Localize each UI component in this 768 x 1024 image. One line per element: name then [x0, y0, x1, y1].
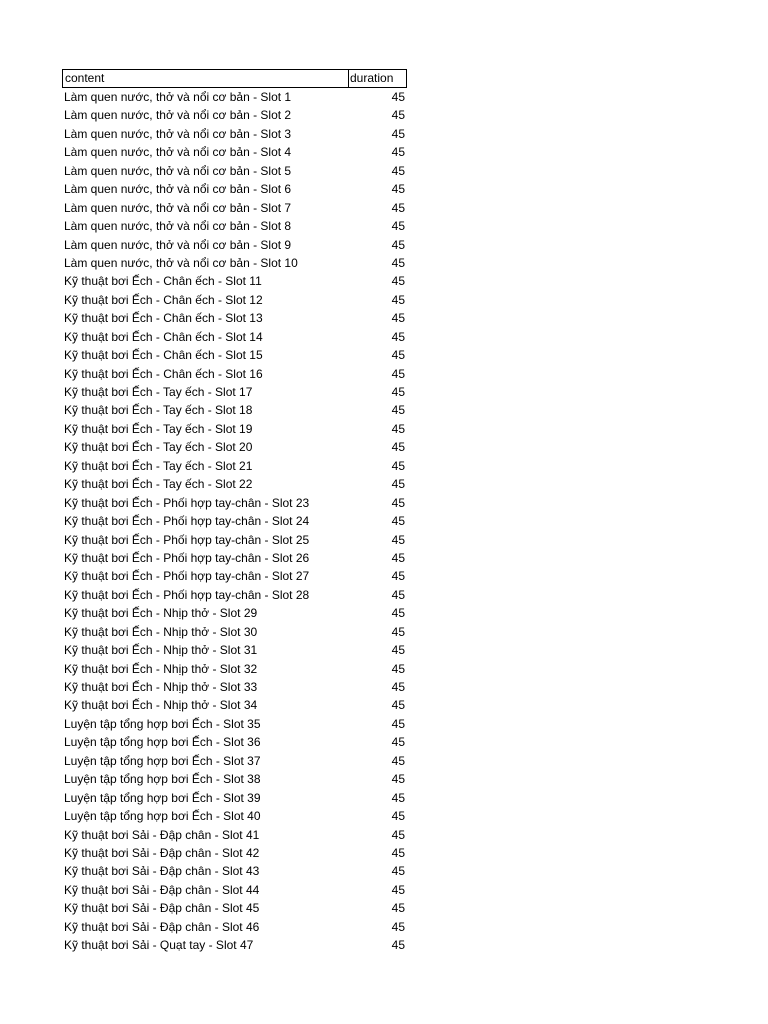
duration-cell: 45 [391, 882, 405, 897]
table-row [62, 236, 407, 254]
content-cell: Kỹ thuật bơi Ếch - Nhịp thở - Slot 30 [64, 624, 258, 639]
duration-cell: 45 [391, 421, 405, 436]
duration-cell: 45 [391, 735, 405, 750]
duration-cell: 45 [391, 90, 405, 104]
table-row [62, 365, 407, 383]
content-cell: Làm quen nước, thở và nổi cơ bản - Slot 5 [64, 163, 292, 178]
table-row [62, 918, 407, 936]
content-cell: Kỹ thuật bơi Ếch - Tay ếch - Slot 19 [64, 421, 253, 436]
table-row [62, 125, 407, 143]
duration-cell: 45 [391, 145, 405, 160]
content-cell: Làm quen nước, thở và nổi cơ bản - Slot 4 [64, 145, 292, 160]
duration-cell: 45 [391, 126, 405, 141]
content-cell: Kỹ thuật bơi Ếch - Tay ếch - Slot 21 [64, 458, 253, 473]
content-cell: Kỹ thuật bơi Ếch - Chân ếch - Slot 16 [64, 366, 263, 381]
header-duration-cell: duration [349, 69, 407, 88]
duration-cell: 45 [391, 643, 405, 658]
duration-cell: 45 [391, 624, 405, 639]
duration-cell: 45 [391, 163, 405, 178]
content-cell: Kỹ thuật bơi Ếch - Chân ếch - Slot 11 [64, 274, 262, 289]
duration-cell: 45 [391, 477, 405, 492]
duration-cell: 45 [391, 329, 405, 344]
content-cell: Kỹ thuật bơi Sải - Đập chân - Slot 44 [64, 882, 260, 897]
content-cell: Kỹ thuật bơi Ếch - Chân ếch - Slot 15 [64, 348, 263, 363]
duration-cell: 45 [391, 255, 405, 270]
duration-cell: 45 [391, 790, 405, 805]
content-cell: Làm quen nước, thở và nổi cơ bản - Slot 1 [64, 90, 292, 104]
table-row [62, 862, 407, 880]
content-cell: Kỹ thuật bơi Sải - Đập chân - Slot 43 [64, 864, 260, 879]
content-cell: Luyện tập tổng hợp bơi Ếch - Slot 36 [64, 735, 261, 750]
content-cell: Kỹ thuật bơi Ếch - Chân ếch - Slot 13 [64, 311, 263, 326]
table-row [62, 475, 407, 493]
duration-cell: 45 [391, 348, 405, 363]
content-cell: Kỹ thuật bơi Sải - Đập chân - Slot 46 [64, 919, 260, 934]
content-cell: Kỹ thuật bơi Ếch - Chân ếch - Slot 12 [64, 292, 263, 307]
content-cell: Kỹ thuật bơi Ếch - Nhịp thở - Slot 31 [64, 643, 258, 658]
table-row [62, 180, 407, 198]
content-cell: Kỹ thuật bơi Ếch - Phối hợp tay-chân - Slot 25 [64, 532, 310, 547]
spreadsheet-table [62, 69, 407, 955]
duration-cell: 45 [391, 514, 405, 529]
duration-cell: 45 [391, 403, 405, 418]
content-cell: Luyện tập tổng hợp bơi Ếch - Slot 40 [64, 809, 261, 824]
content-cell: Kỹ thuật bơi Ếch - Tay ếch - Slot 20 [64, 440, 253, 455]
table-row [62, 715, 407, 733]
table-row [62, 254, 407, 272]
duration-cell: 45 [391, 698, 405, 713]
duration-cell: 45 [391, 292, 405, 307]
table-row [62, 106, 407, 124]
duration-cell: 45 [391, 440, 405, 455]
content-cell: Kỹ thuật bơi Sải - Đập chân - Slot 42 [64, 845, 260, 860]
table-row [62, 291, 407, 309]
duration-cell: 45 [391, 311, 405, 326]
content-cell: Luyện tập tổng hợp bơi Ếch - Slot 37 [64, 753, 261, 768]
duration-cell: 45 [391, 458, 405, 473]
table-row [62, 512, 407, 530]
table-header-row [62, 69, 407, 88]
content-cell: Làm quen nước, thở và nổi cơ bản - Slot 6 [64, 182, 292, 197]
table-row [62, 438, 407, 456]
duration-cell: 45 [391, 845, 405, 860]
duration-cell: 45 [391, 919, 405, 934]
content-cell: Kỹ thuật bơi Ếch - Phối hợp tay-chân - Slot 26 [64, 550, 310, 565]
table-row [62, 733, 407, 751]
table-row [62, 401, 407, 419]
table-row [62, 752, 407, 770]
table-row [62, 328, 407, 346]
table-row [62, 844, 407, 862]
content-cell: Kỹ thuật bơi Ếch - Nhịp thở - Slot 33 [64, 680, 258, 694]
table-row [62, 549, 407, 567]
header-content-cell: content [62, 69, 349, 88]
table-row [62, 531, 407, 549]
duration-cell: 45 [391, 366, 405, 381]
table-row [62, 936, 407, 954]
duration-cell: 45 [391, 237, 405, 252]
table-row [62, 143, 407, 161]
table-row [62, 623, 407, 641]
duration-cell: 45 [391, 809, 405, 824]
content-cell: Luyện tập tổng hợp bơi Ếch - Slot 35 [64, 716, 261, 731]
table-row [62, 383, 407, 401]
table-row [62, 88, 407, 106]
table-row [62, 604, 407, 622]
duration-cell: 45 [391, 200, 405, 215]
content-cell: Luyện tập tổng hợp bơi Ếch - Slot 38 [64, 772, 261, 787]
duration-cell: 45 [391, 569, 405, 584]
duration-cell: 45 [391, 274, 405, 289]
content-cell: Kỹ thuật bơi Ếch - Nhịp thở - Slot 34 [64, 698, 258, 713]
content-cell: Làm quen nước, thở và nổi cơ bản - Slot 9 [64, 237, 292, 252]
table-row [62, 660, 407, 678]
content-cell: Kỹ thuật bơi Sải - Đập chân - Slot 45 [64, 901, 260, 916]
duration-cell: 45 [391, 901, 405, 916]
duration-cell: 45 [391, 587, 405, 602]
table-row [62, 420, 407, 438]
table-row [62, 494, 407, 512]
table-row [62, 807, 407, 825]
duration-cell: 45 [391, 108, 405, 123]
table-row [62, 309, 407, 327]
duration-cell: 45 [391, 827, 405, 842]
duration-cell: 45 [391, 716, 405, 731]
content-cell: Kỹ thuật bơi Ếch - Nhịp thở - Slot 32 [64, 661, 258, 676]
table-row [62, 696, 407, 714]
duration-cell: 45 [391, 495, 405, 510]
duration-cell: 45 [391, 219, 405, 234]
table-row [62, 678, 407, 696]
content-cell: Kỹ thuật bơi Ếch - Tay ếch - Slot 18 [64, 403, 253, 418]
duration-cell: 45 [391, 550, 405, 565]
content-cell: Kỹ thuật bơi Ếch - Phối hợp tay-chân - Slot 27 [64, 569, 310, 584]
content-cell: Luyện tập tổng hợp bơi Ếch - Slot 39 [64, 790, 261, 805]
table-row [62, 567, 407, 585]
table-row [62, 199, 407, 217]
duration-cell: 45 [391, 661, 405, 676]
content-cell: Kỹ thuật bơi Ếch - Nhịp thở - Slot 29 [64, 606, 258, 621]
content-cell: Kỹ thuật bơi Ếch - Chân ếch - Slot 14 [64, 329, 263, 344]
duration-cell: 45 [391, 864, 405, 879]
table-row [62, 346, 407, 364]
content-cell: Làm quen nước, thở và nổi cơ bản - Slot 3 [64, 126, 292, 141]
content-cell: Kỹ thuật bơi Sải - Đập chân - Slot 41 [64, 827, 260, 842]
content-cell: Kỹ thuật bơi Ếch - Phối hợp tay-chân - Slot 23 [64, 495, 310, 510]
table-row [62, 770, 407, 788]
table-row [62, 217, 407, 235]
table-body [62, 88, 407, 955]
duration-cell: 45 [391, 772, 405, 787]
table-row [62, 272, 407, 290]
content-cell: Kỹ thuật bơi Ếch - Phối hợp tay-chân - Slot 24 [64, 514, 310, 529]
content-cell: Làm quen nước, thở và nổi cơ bản - Slot 10 [64, 255, 298, 270]
table-row [62, 881, 407, 899]
content-cell: Kỹ thuật bơi Sải - Quạt tay - Slot 47 [64, 938, 254, 953]
duration-cell: 45 [391, 385, 405, 399]
table-row [62, 826, 407, 844]
content-cell: Làm quen nước, thở và nổi cơ bản - Slot 8 [64, 219, 292, 234]
duration-cell: 45 [391, 182, 405, 197]
content-cell: Làm quen nước, thở và nổi cơ bản - Slot 2 [64, 108, 292, 123]
table-row [62, 162, 407, 180]
content-cell: Kỹ thuật bơi Ếch - Phối hợp tay-chân - Slot 28 [64, 587, 310, 602]
duration-cell: 45 [391, 680, 405, 694]
table-row [62, 789, 407, 807]
table-row [62, 641, 407, 659]
duration-cell: 45 [391, 532, 405, 547]
duration-cell: 45 [391, 753, 405, 768]
duration-cell: 45 [391, 938, 405, 953]
content-cell: Làm quen nước, thở và nổi cơ bản - Slot 7 [64, 200, 292, 215]
table-row [62, 586, 407, 604]
content-cell: Kỹ thuật bơi Ếch - Tay ếch - Slot 22 [64, 477, 253, 492]
table-row [62, 457, 407, 475]
table-row [62, 899, 407, 917]
content-cell: Kỹ thuật bơi Ếch - Tay ếch - Slot 17 [64, 385, 253, 399]
duration-cell: 45 [391, 606, 405, 621]
